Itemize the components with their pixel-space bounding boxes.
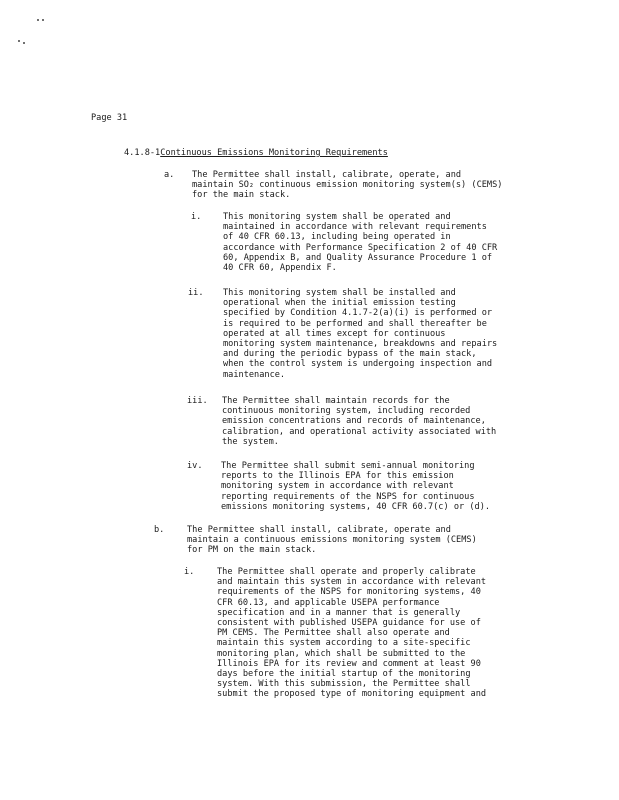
- text-line: This monitoring system shall be operated and: [223, 212, 451, 222]
- item-a-text: [192, 170, 502, 201]
- scan-speck: [42, 19, 44, 21]
- text-line: and during the periodic bypass of the main stack,: [223, 349, 477, 360]
- text-line: calibration, and operational activity associated with: [222, 426, 497, 437]
- text-line: specification and in a manner that is generally: [217, 607, 461, 618]
- text-line: 40 CFR 60, Appendix F.: [223, 263, 337, 274]
- section-heading: [124, 148, 388, 158]
- text-line: days before the initial startup of the monitoring: [217, 669, 471, 680]
- text-line: The Permittee shall operate and properly calibrate: [217, 567, 476, 577]
- text-line: requirements of the NSPS for monitoring systems, 40: [217, 587, 481, 598]
- text-line: when the control system is undergoing inspection and: [223, 359, 493, 370]
- text-line: maintained in accordance with relevant requirements: [223, 222, 487, 233]
- text-line: maintenance.: [223, 369, 286, 380]
- text-line: consistent with published USEPA guidance for use of: [217, 618, 481, 629]
- item-a-iii-label: iii.: [187, 396, 208, 406]
- item-a-i-label: i.: [191, 212, 202, 222]
- text-line: emissions monitoring systems, 40 CFR 60.7(c) or (d).: [221, 501, 491, 512]
- text-line: the system.: [222, 436, 279, 447]
- text-line: for the main stack.: [192, 190, 291, 201]
- text-line: The Permittee shall maintain records for the: [222, 396, 450, 406]
- text-line: specified by Condition 4.1.7-2(a)(i) is performed or: [223, 308, 493, 319]
- item-a-label: a.: [164, 170, 175, 180]
- text-line: is required to be performed and shall thereafter be: [223, 318, 487, 329]
- item-a-i-text: [223, 212, 497, 273]
- text-line: and maintain this system in accordance with relevant: [217, 577, 487, 588]
- text-line: The Permittee shall install, calibrate, operate and: [187, 525, 451, 535]
- text-line: continuous monitoring system, including recorded: [222, 406, 471, 417]
- text-line: maintain a continuous emissions monitoring system (CEMS): [187, 535, 477, 546]
- text-line: Illinois EPA for its review and comment at least 90: [217, 658, 481, 669]
- text-line: PM CEMS. The Permittee shall also operate and: [217, 628, 450, 639]
- text-line: This monitoring system shall be installed and: [223, 288, 456, 298]
- text-line: monitoring system maintenance, breakdowns and repairs: [223, 339, 498, 350]
- item-b-i-text: [217, 567, 486, 700]
- text-line: The Permittee shall install, calibrate, operate, and: [192, 170, 462, 180]
- text-line: system. With this submission, the Permittee shall: [217, 679, 471, 690]
- item-b-i-label: i.: [184, 567, 195, 577]
- item-a-iv-label: iv.: [187, 461, 203, 471]
- item-b-label: b.: [154, 525, 165, 535]
- scan-speck: [23, 42, 25, 44]
- item-a-iii-text: [222, 396, 496, 447]
- item-b-text: [187, 525, 477, 556]
- item-a-iv-text: [221, 461, 490, 512]
- text-line: monitoring system in accordance with relevant: [221, 481, 454, 492]
- scan-speck: [37, 19, 39, 21]
- section-title: Continuous Emissions Monitoring Requirements: [160, 148, 388, 158]
- text-line: monitoring plan, which shall be submitted to the: [217, 648, 466, 659]
- text-line: The Permittee shall submit semi-annual monitoring: [221, 461, 475, 471]
- text-line: operated at all times except for continuous: [223, 328, 446, 339]
- text-line: reports to the Illinois EPA for this emission: [221, 471, 454, 482]
- section-number: 4.1.8-1: [124, 148, 161, 158]
- text-line: emission concentrations and records of maintenance,: [222, 416, 486, 427]
- item-a-ii-text: [223, 288, 497, 380]
- text-line: reporting requirements of the NSPS for continuous: [221, 491, 475, 502]
- text-line: operational when the initial emission testing: [223, 298, 456, 309]
- text-line: of 40 CFR 60.13, including being operated in: [223, 232, 451, 243]
- text-line: accordance with Performance Specification 2 of 40 CFR: [223, 242, 498, 253]
- item-a-ii-label: ii.: [188, 288, 204, 298]
- page-label: Page 31: [91, 113, 128, 123]
- text-line: CFR 60.13, and applicable USEPA performance: [217, 597, 440, 608]
- text-line: for PM on the main stack.: [187, 545, 317, 556]
- text-line: submit the proposed type of monitoring equipment and: [217, 689, 487, 700]
- text-line: maintain this system according to a site-specific: [217, 638, 471, 649]
- scan-speck: [18, 40, 20, 42]
- text-line: 60, Appendix B, and Quality Assurance Procedure 1 of: [223, 252, 493, 263]
- text-line: maintain SO₂ continuous emission monitoring system(s) (CEMS): [192, 180, 503, 191]
